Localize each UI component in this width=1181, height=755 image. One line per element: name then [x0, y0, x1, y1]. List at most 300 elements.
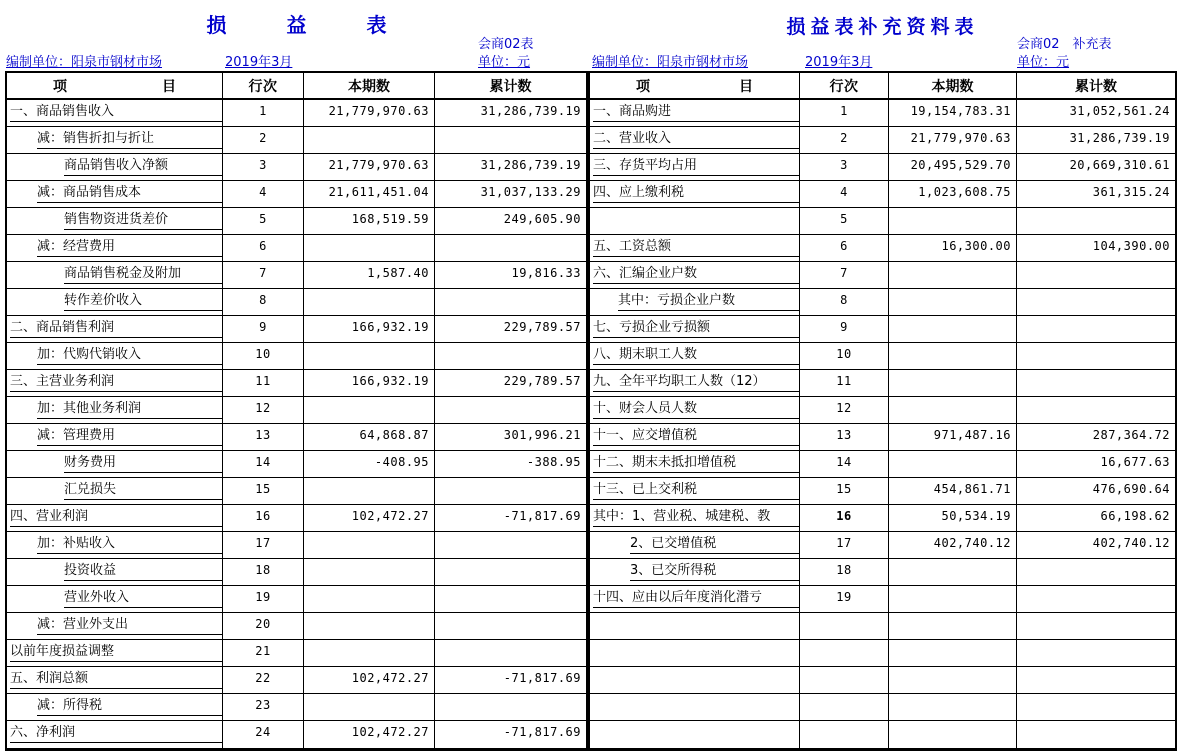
- row-label-cell: [7, 397, 223, 423]
- form-code-right: 会商02 补充表: [1017, 37, 1112, 52]
- current-amount-cell: 102,472.27: [304, 721, 435, 748]
- row-label: 一、商品购进: [593, 104, 799, 122]
- cumulative-amount-cell: [1017, 640, 1175, 666]
- table-header-row: [590, 73, 1175, 100]
- row-label: 汇兑损失: [64, 482, 222, 500]
- cumulative-amount-cell: [1017, 559, 1175, 585]
- row-label: 其中：亏损企业户数: [618, 293, 799, 311]
- row-label: 转作差价收入: [64, 293, 222, 311]
- table-body: [7, 100, 586, 748]
- table-row: [7, 370, 586, 397]
- table-row: [590, 316, 1175, 343]
- row-label: 七、亏损企业亏损额: [593, 320, 799, 338]
- line-number-cell: 4: [800, 181, 889, 207]
- current-amount-cell: 1,023,608.75: [889, 181, 1017, 207]
- table-row: [7, 316, 586, 343]
- row-label: [593, 671, 799, 688]
- cumulative-amount-cell: [435, 532, 586, 558]
- cumulative-amount-cell: [1017, 667, 1175, 693]
- line-number-cell: 8: [800, 289, 889, 315]
- cumulative-amount-cell: [435, 397, 586, 423]
- line-number-cell: 11: [800, 370, 889, 396]
- line-number-cell: 22: [223, 667, 304, 693]
- table-row: [7, 154, 586, 181]
- current-amount-cell: [889, 640, 1017, 666]
- current-amount-cell: [889, 262, 1017, 288]
- row-label: [593, 698, 799, 715]
- line-number-cell: 14: [223, 451, 304, 477]
- cumulative-amount-cell: [435, 289, 586, 315]
- row-label: 减：管理费用: [37, 428, 222, 446]
- table-row: [7, 343, 586, 370]
- row-label-cell: [7, 289, 223, 315]
- row-label: 减：营业外支出: [37, 617, 222, 635]
- row-label-cell: [7, 694, 223, 720]
- row-label-cell: [7, 424, 223, 450]
- current-amount-cell: 20,495,529.70: [889, 154, 1017, 180]
- row-label-cell: [590, 343, 800, 369]
- cumulative-amount-cell: 476,690.64: [1092, 482, 1170, 496]
- cumulative-amount-cell: [1017, 289, 1175, 315]
- current-amount-cell: 971,487.16: [889, 424, 1017, 450]
- cumulative-amount-cell: [1017, 262, 1175, 288]
- line-number-cell: 14: [800, 451, 889, 477]
- row-label-cell: [7, 181, 223, 207]
- cumulative-amount-cell: [1017, 397, 1175, 423]
- table-body: [590, 100, 1175, 748]
- line-number-cell: 10: [223, 343, 304, 369]
- line-number-cell: 9: [800, 316, 889, 342]
- row-label-cell: [590, 208, 800, 234]
- row-label-cell: [7, 721, 223, 748]
- supplementary-table-title: 损益表补充资料表: [786, 16, 979, 38]
- current-amount-cell: 454,861.71: [889, 478, 1017, 504]
- row-label-cell: [590, 640, 800, 666]
- row-label: 三、存货平均占用: [593, 158, 799, 176]
- line-number-cell: 1: [800, 100, 889, 126]
- row-label: 二、商品销售利润: [10, 320, 222, 338]
- table-row: [590, 343, 1175, 370]
- line-number-cell: 13: [223, 424, 304, 450]
- row-label-cell: [7, 154, 223, 180]
- table-row: [590, 721, 1175, 748]
- row-label-cell: [7, 208, 223, 234]
- row-label-cell: [7, 235, 223, 261]
- cumulative-amount-cell: [1017, 586, 1175, 612]
- table-row: [7, 127, 586, 154]
- current-amount-cell: 21,779,970.63: [304, 154, 435, 180]
- row-label-cell: [7, 343, 223, 369]
- line-number-cell: 2: [223, 127, 304, 153]
- table-row: [7, 100, 586, 127]
- current-amount-cell: [889, 451, 1017, 477]
- cumulative-amount-cell: [435, 640, 586, 666]
- current-amount-cell: [889, 397, 1017, 423]
- table-row: [7, 613, 586, 640]
- income-statement-title: 损 益 表: [206, 13, 387, 37]
- line-number-cell: 19: [800, 586, 889, 612]
- line-number-cell: 6: [800, 235, 889, 261]
- row-label: 五、利润总额: [10, 671, 222, 689]
- row-label: 3、已交所得税: [630, 563, 799, 581]
- line-number-cell: 15: [800, 478, 889, 504]
- cumulative-amount-cell: [435, 586, 586, 612]
- unit-label-right: 单位：元: [1017, 55, 1070, 70]
- line-number-cell: 20: [223, 613, 304, 639]
- line-number-cell: 1: [223, 100, 304, 126]
- row-label-cell: [7, 559, 223, 585]
- table-row: [590, 100, 1175, 127]
- row-label-cell: [590, 397, 800, 423]
- table-row: [590, 127, 1175, 154]
- current-amount-cell: 21,779,970.63: [889, 127, 1017, 153]
- current-amount-cell: [889, 586, 1017, 612]
- line-number-cell: 4: [223, 181, 304, 207]
- row-label: 减：所得税: [37, 698, 222, 716]
- row-label: 六、汇编企业户数: [593, 266, 799, 284]
- row-label: 六、净利润: [10, 725, 222, 743]
- row-label-cell: [7, 586, 223, 612]
- row-label-cell: [590, 451, 800, 477]
- line-number-cell: 17: [800, 532, 889, 558]
- current-amount-cell: 21,611,451.04: [304, 181, 435, 207]
- column-header-current: 本期数: [889, 73, 1017, 98]
- line-number-cell: 9: [223, 316, 304, 342]
- row-label: 十三、已上交利税: [593, 482, 799, 500]
- column-header-cumulative: 累计数: [489, 78, 532, 95]
- column-header-item-right: 目: [162, 78, 176, 95]
- row-label-cell: [7, 316, 223, 342]
- row-label-cell: [590, 667, 800, 693]
- current-amount-cell: 64,868.87: [304, 424, 435, 450]
- prepared-by-left: 编制单位：阳泉市钢材市场: [6, 55, 163, 70]
- current-amount-cell: [304, 343, 435, 369]
- row-label-cell: [590, 559, 800, 585]
- row-label: 一、商品销售收入: [10, 104, 222, 122]
- column-header-line-no: 行次: [800, 73, 889, 98]
- table-row: [590, 235, 1175, 262]
- cumulative-amount-cell: 31,286,739.19: [480, 158, 581, 172]
- line-number-cell: [800, 721, 889, 748]
- table-row: [590, 181, 1175, 208]
- current-amount-cell: [889, 316, 1017, 342]
- current-amount-cell: 166,932.19: [304, 316, 435, 342]
- column-header-cumulative: 累计数: [1075, 78, 1117, 95]
- line-number-cell: 12: [800, 397, 889, 423]
- row-label: 财务费用: [64, 455, 222, 473]
- row-label: 2、已交增值税: [630, 536, 799, 554]
- cumulative-amount-cell: [435, 559, 586, 585]
- table-row: [590, 532, 1175, 559]
- table-row: [590, 397, 1175, 424]
- line-number-cell: 21: [223, 640, 304, 666]
- row-label-cell: [590, 289, 800, 315]
- table-row: [590, 694, 1175, 721]
- table-row: [590, 154, 1175, 181]
- row-label-cell: [7, 100, 223, 126]
- table-row: [590, 451, 1175, 478]
- unit-label-left: 单位：元: [478, 55, 531, 70]
- line-number-cell: 5: [800, 208, 889, 234]
- line-number-cell: 18: [800, 559, 889, 585]
- current-amount-cell: [304, 532, 435, 558]
- row-label: 十四、应由以后年度消化潜亏: [593, 590, 799, 608]
- column-header-current: 本期数: [304, 73, 435, 98]
- cumulative-amount-cell: 19,816.33: [511, 266, 581, 280]
- table-row: [590, 370, 1175, 397]
- row-label-cell: [590, 424, 800, 450]
- cumulative-amount-cell: [1017, 721, 1175, 748]
- line-number-cell: 7: [223, 262, 304, 288]
- table-row: [7, 478, 586, 505]
- cumulative-amount-cell: -71,817.69: [503, 725, 581, 739]
- line-number-cell: 6: [223, 235, 304, 261]
- cumulative-amount-cell: 66,198.62: [1100, 509, 1170, 523]
- cumulative-amount-cell: 16,677.63: [1100, 455, 1170, 469]
- cumulative-amount-cell: 249,605.90: [503, 212, 581, 226]
- current-amount-cell: [304, 694, 435, 720]
- table-row: [590, 586, 1175, 613]
- cumulative-amount-cell: [1017, 208, 1175, 234]
- column-header-item-right: 目: [739, 78, 753, 95]
- current-amount-cell: 50,534.19: [889, 505, 1017, 531]
- row-label-cell: [7, 451, 223, 477]
- row-label: 加：其他业务利润: [37, 401, 222, 419]
- row-label-cell: [7, 532, 223, 558]
- cumulative-amount-cell: [435, 235, 586, 261]
- row-label-cell: [7, 370, 223, 396]
- table-row: [590, 505, 1175, 532]
- cumulative-amount-cell: -71,817.69: [503, 671, 581, 685]
- current-amount-cell: 166,932.19: [304, 370, 435, 396]
- cumulative-amount-cell: 31,037,133.29: [480, 185, 581, 199]
- current-amount-cell: [304, 640, 435, 666]
- table-row: [7, 532, 586, 559]
- row-label-cell: [590, 235, 800, 261]
- line-number-cell: 12: [223, 397, 304, 423]
- row-label-cell: [590, 694, 800, 720]
- row-label-cell: [590, 586, 800, 612]
- row-label-cell: [7, 613, 223, 639]
- column-header-item-left: 项: [53, 78, 67, 95]
- table-row: [7, 262, 586, 289]
- row-label: 二、营业收入: [593, 131, 799, 149]
- row-label: 加：补贴收入: [37, 536, 222, 554]
- line-number-cell: 16: [800, 505, 889, 531]
- row-label: 商品销售收入净额: [64, 158, 222, 176]
- table-row: [7, 505, 586, 532]
- row-label: 销售物资进货差价: [64, 212, 222, 230]
- row-label: 加：代购代销收入: [37, 347, 222, 365]
- row-label: [593, 617, 799, 634]
- income-statement-table: [5, 71, 588, 751]
- column-header-item: [7, 73, 223, 98]
- current-amount-cell: 168,519.59: [304, 208, 435, 234]
- cumulative-amount-cell: [1017, 694, 1175, 720]
- current-amount-cell: [889, 370, 1017, 396]
- cumulative-amount-cell: 287,364.72: [1092, 428, 1170, 442]
- current-amount-cell: [304, 289, 435, 315]
- cumulative-amount-cell: -71,817.69: [503, 509, 581, 523]
- current-amount-cell: [304, 559, 435, 585]
- row-label: 十二、期末未抵扣增值税: [593, 455, 799, 473]
- current-amount-cell: [889, 613, 1017, 639]
- line-number-cell: [800, 694, 889, 720]
- table-row: [7, 721, 586, 748]
- line-number-cell: 23: [223, 694, 304, 720]
- table-row: [590, 289, 1175, 316]
- cumulative-amount-cell: 229,789.57: [503, 374, 581, 388]
- row-label-cell: [7, 667, 223, 693]
- current-amount-cell: -408.95: [304, 451, 435, 477]
- table-row: [590, 640, 1175, 667]
- table-row: [7, 451, 586, 478]
- column-header-item-left: 项: [636, 78, 650, 95]
- row-label-cell: [590, 370, 800, 396]
- cumulative-amount-cell: [435, 343, 586, 369]
- table-row: [590, 424, 1175, 451]
- line-number-cell: 18: [223, 559, 304, 585]
- cumulative-amount-cell: [1017, 316, 1175, 342]
- line-number-cell: 3: [223, 154, 304, 180]
- cumulative-amount-cell: 31,286,739.19: [480, 104, 581, 118]
- period-left: 2019年3月: [225, 55, 293, 70]
- column-header-line-no: 行次: [223, 73, 304, 98]
- current-amount-cell: [889, 694, 1017, 720]
- line-number-cell: 11: [223, 370, 304, 396]
- current-amount-cell: [889, 667, 1017, 693]
- row-label-cell: [7, 505, 223, 531]
- row-label-cell: [590, 613, 800, 639]
- row-label: [593, 212, 799, 229]
- row-label: 十、财会人员人数: [593, 401, 799, 419]
- row-label-cell: [590, 505, 800, 531]
- current-amount-cell: [304, 127, 435, 153]
- table-row: [590, 613, 1175, 640]
- current-amount-cell: [304, 613, 435, 639]
- row-label: 营业外收入: [64, 590, 222, 608]
- row-label: 投资收益: [64, 563, 222, 581]
- row-label-cell: [590, 127, 800, 153]
- row-label: 九、全年平均职工人数（12）: [593, 374, 799, 392]
- table-row: [7, 289, 586, 316]
- table-row: [590, 478, 1175, 505]
- row-label-cell: [590, 154, 800, 180]
- row-label-cell: [7, 478, 223, 504]
- table-header-row: [7, 73, 586, 100]
- row-label: 其中：1、营业税、城建税、教: [593, 509, 799, 527]
- table-row: [7, 424, 586, 451]
- table-row: [7, 640, 586, 667]
- table-row: [7, 235, 586, 262]
- cumulative-amount-cell: 229,789.57: [503, 320, 581, 334]
- row-label: 四、应上缴利税: [593, 185, 799, 203]
- cumulative-amount-cell: [435, 613, 586, 639]
- current-amount-cell: [889, 721, 1017, 748]
- current-amount-cell: [889, 208, 1017, 234]
- row-label-cell: [7, 640, 223, 666]
- table-row: [7, 559, 586, 586]
- cumulative-amount-cell: [1017, 343, 1175, 369]
- row-label: 五、工资总额: [593, 239, 799, 257]
- row-label: 减：经营费用: [37, 239, 222, 257]
- line-number-cell: 5: [223, 208, 304, 234]
- cumulative-amount-cell: 20,669,310.61: [1069, 158, 1170, 172]
- line-number-cell: 13: [800, 424, 889, 450]
- table-row: [590, 667, 1175, 694]
- current-amount-cell: 19,154,783.31: [889, 100, 1017, 126]
- line-number-cell: 24: [223, 721, 304, 748]
- current-amount-cell: 402,740.12: [889, 532, 1017, 558]
- current-amount-cell: [889, 559, 1017, 585]
- current-amount-cell: 1,587.40: [304, 262, 435, 288]
- current-amount-cell: [304, 586, 435, 612]
- cumulative-amount-cell: [435, 478, 586, 504]
- line-number-cell: [800, 667, 889, 693]
- current-amount-cell: [304, 235, 435, 261]
- cumulative-amount-cell: 301,996.21: [503, 428, 581, 442]
- table-row: [7, 586, 586, 613]
- row-label-cell: [590, 100, 800, 126]
- cumulative-amount-cell: 104,390.00: [1092, 239, 1170, 253]
- cumulative-amount-cell: [1017, 613, 1175, 639]
- current-amount-cell: [304, 478, 435, 504]
- row-label-cell: [590, 721, 800, 748]
- cumulative-amount-cell: -388.95: [526, 455, 581, 469]
- row-label-cell: [7, 262, 223, 288]
- cumulative-amount-cell: 402,740.12: [1092, 536, 1170, 550]
- current-amount-cell: [304, 397, 435, 423]
- table-row: [590, 262, 1175, 289]
- cumulative-amount-cell: 31,052,561.24: [1069, 104, 1170, 118]
- column-header-item: [590, 73, 800, 98]
- line-number-cell: 7: [800, 262, 889, 288]
- cumulative-amount-cell: [435, 127, 586, 153]
- row-label: 减：商品销售成本: [37, 185, 222, 203]
- period-right: 2019年3月: [805, 55, 873, 70]
- cumulative-amount-cell: [435, 694, 586, 720]
- current-amount-cell: 21,779,970.63: [304, 100, 435, 126]
- line-number-cell: 15: [223, 478, 304, 504]
- row-label: 以前年度损益调整: [10, 644, 222, 662]
- row-label: 商品销售税金及附加: [64, 266, 222, 284]
- table-row: [7, 397, 586, 424]
- line-number-cell: [800, 640, 889, 666]
- row-label: 十一、应交增值税: [593, 428, 799, 446]
- row-label: 三、主营业务利润: [10, 374, 222, 392]
- current-amount-cell: [889, 289, 1017, 315]
- row-label-cell: [590, 181, 800, 207]
- current-amount-cell: 102,472.27: [304, 667, 435, 693]
- row-label-cell: [590, 262, 800, 288]
- prepared-by-right: 编制单位：阳泉市钢材市场: [592, 55, 749, 70]
- line-number-cell: 17: [223, 532, 304, 558]
- cumulative-amount-cell: [1017, 370, 1175, 396]
- row-label: 四、营业利润: [10, 509, 222, 527]
- cumulative-amount-cell: 31,286,739.19: [1069, 131, 1170, 145]
- line-number-cell: [800, 613, 889, 639]
- supplementary-table: [588, 71, 1177, 751]
- line-number-cell: 16: [223, 505, 304, 531]
- row-label: [593, 725, 799, 742]
- current-amount-cell: [889, 343, 1017, 369]
- form-code-left: 会商02表: [478, 37, 534, 52]
- row-label: 八、期末职工人数: [593, 347, 799, 365]
- cumulative-amount-cell: 361,315.24: [1092, 185, 1170, 199]
- table-row: [7, 208, 586, 235]
- line-number-cell: 19: [223, 586, 304, 612]
- line-number-cell: 10: [800, 343, 889, 369]
